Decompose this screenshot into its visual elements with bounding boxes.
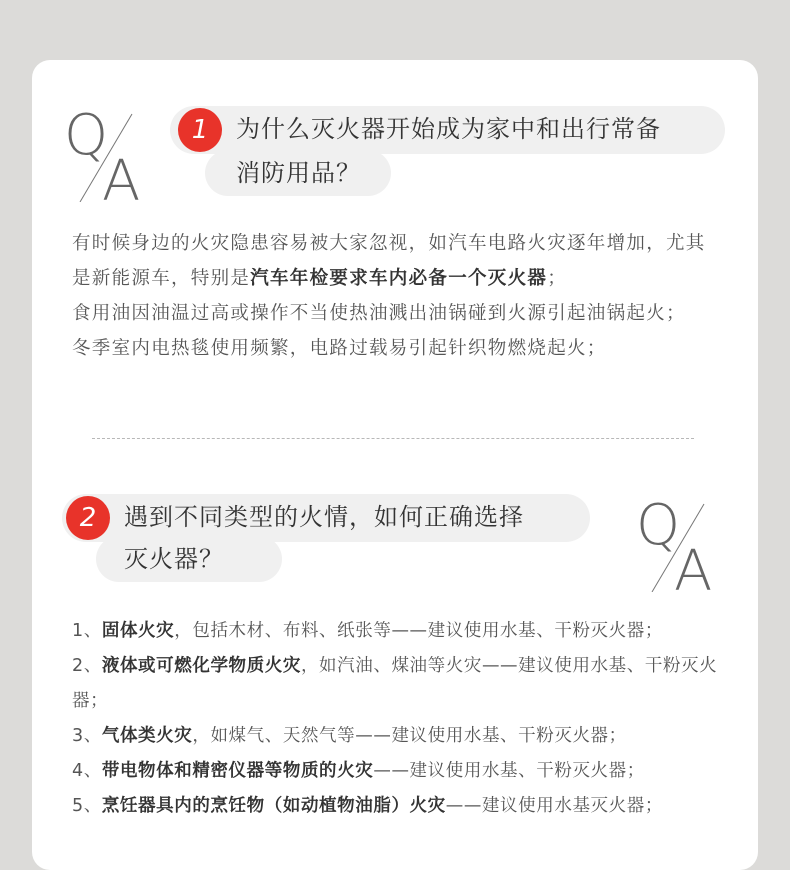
- qa-logo-2: [634, 492, 724, 592]
- question-2-line-1: 遇到不同类型的火情，如何正确选择: [124, 503, 524, 531]
- qa-q-letter: Q: [636, 493, 681, 558]
- question-1-line-1: 为什么灭火器开始成为家中和出行常备: [236, 115, 661, 143]
- answer-2-list: [72, 614, 732, 824]
- list-item: 1、固体火灾，包括木材、布料、纸张等——建议使用水基、干粉灭火器；: [72, 621, 663, 641]
- answer-1-paragraph-2: 食用油因油温过高或操作不当使热油溅出油锅碰到火源引起油锅起火；: [72, 303, 686, 324]
- answer-1-paragraph-1: 有时候身边的火灾隐患容易被大家忽视，如汽车电路火灾逐年增加，尤其是新能源车，特别是汽车年检要求车内必备一个灭火器；: [72, 233, 706, 289]
- qa-q-letter: Q: [64, 103, 109, 168]
- dashed-divider: [92, 438, 694, 439]
- answer-1-highlight: 汽车年检要求车内必备一个灭火器: [250, 268, 548, 289]
- qa-logo-1: [62, 102, 152, 202]
- question-1-number-badge: 1: [178, 108, 222, 152]
- question-1-line-2: 消防用品？: [236, 159, 361, 187]
- question-2-number-badge: 2: [66, 496, 110, 540]
- qa-a-letter: A: [102, 149, 141, 202]
- list-item: 4、带电物体和精密仪器等物质的火灾——建议使用水基、干粉灭火器；: [72, 761, 645, 781]
- answer-1-paragraph-3: 冬季室内电热毯使用频繁，电路过载易引起针织物燃烧起火；: [72, 338, 607, 359]
- list-item: 5、烹饪器具内的烹饪物（如动植物油脂）火灾——建议使用水基灭火器；: [72, 796, 663, 816]
- list-item: 2、液体或可燃化学物质火灾，如汽油、煤油等火灾——建议使用水基、干粉灭火器；: [72, 656, 718, 711]
- qa-a-letter: A: [674, 539, 713, 592]
- answer-1: [72, 226, 722, 366]
- question-2-line-2: 灭火器？: [124, 545, 224, 573]
- list-item: 3、气体类火灾，如煤气、天然气等——建议使用水基、干粉灭火器；: [72, 726, 627, 746]
